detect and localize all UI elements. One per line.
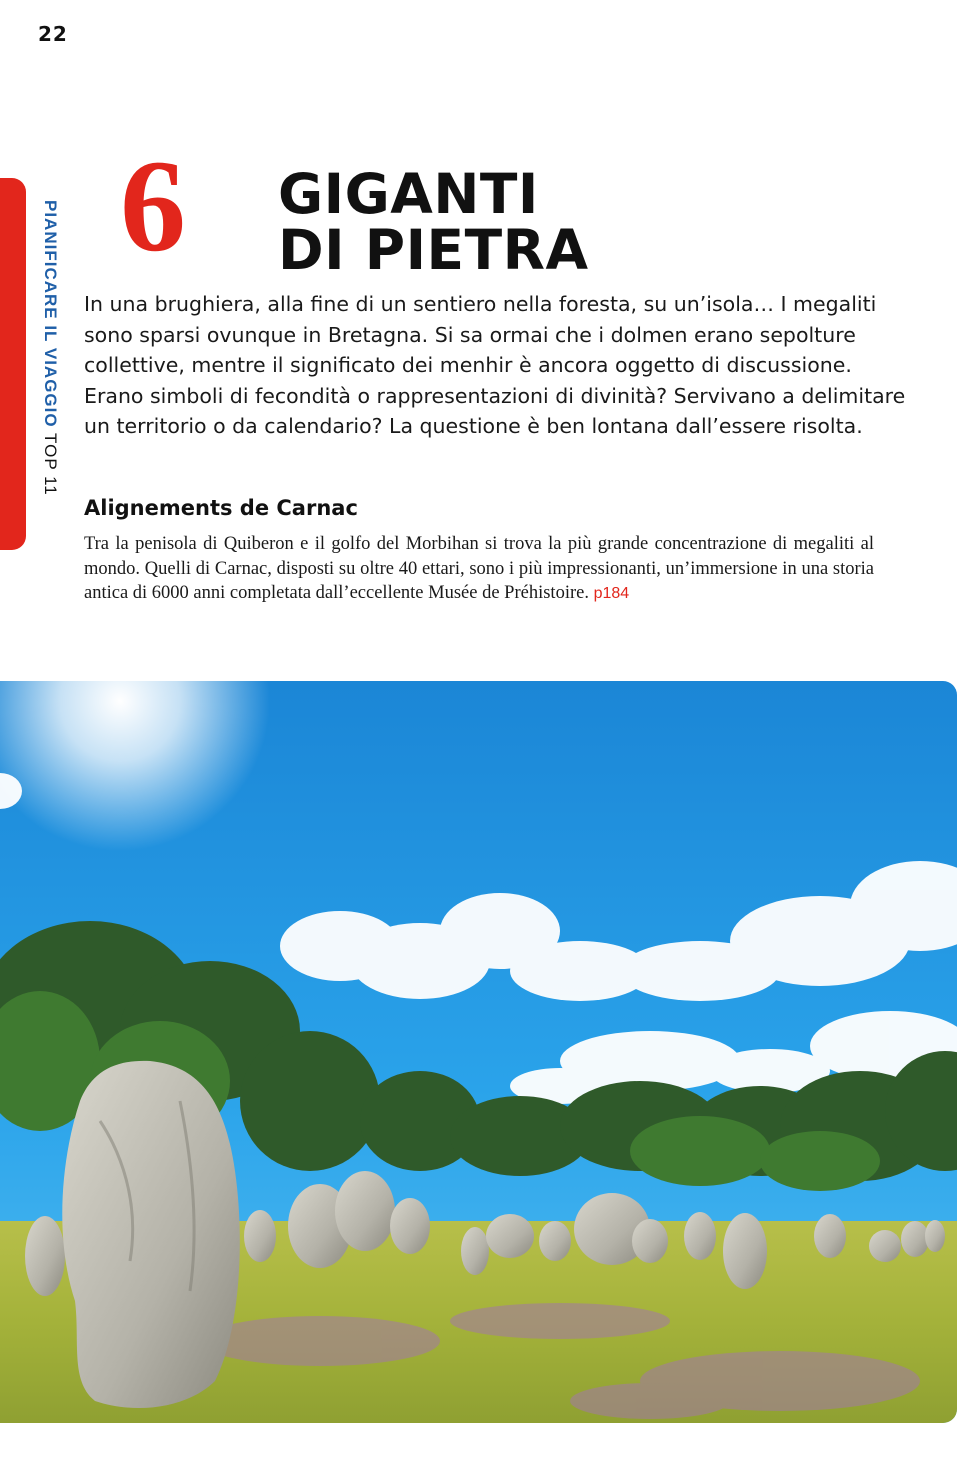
body-paragraph [84, 532, 874, 607]
title-line-1: GIGANTI [278, 162, 539, 226]
body-text: Tra la penisola di Quiberon e il golfo del Morbihan si trova la più grande concentrazione di megaliti al mondo. Quelli di Carnac, disposti su oltre 40 ettari, sono i più impressionanti, un’immersione in una storia antica di 6000 anni completata dall’eccellente Musée de Préhistoire. [84, 534, 874, 603]
page-reference-link[interactable]: p184 [593, 585, 630, 602]
photo-standing-stones [0, 681, 957, 1423]
subheading: Alignements de Carnac [84, 496, 358, 520]
intro-paragraph: In una brughiera, alla fine di un sentiero nella foresta, su un’isola… I megaliti sono sparsi ovunque in Bretagna. Si sa ormai che i dolmen erano sepolture collettive, mentre il significato dei menhir è ancora oggetto di discussione. Erano simboli di fecondità o rappresentazioni di divinità? Servivano a delimitare un territorio o da calendario? La questione è ben lontana dall’essere risolta. [84, 292, 906, 438]
chapter-tab [0, 178, 26, 550]
entry-title [278, 162, 589, 282]
subsection-label: TOP 11 [41, 433, 60, 496]
title-line-2: DI PIETRA [278, 218, 589, 282]
entry-number: 6 [120, 132, 186, 279]
section-label: PIANIFICARE IL VIAGGIO [41, 200, 60, 428]
running-header [40, 200, 60, 496]
page-number: 22 [38, 22, 68, 46]
